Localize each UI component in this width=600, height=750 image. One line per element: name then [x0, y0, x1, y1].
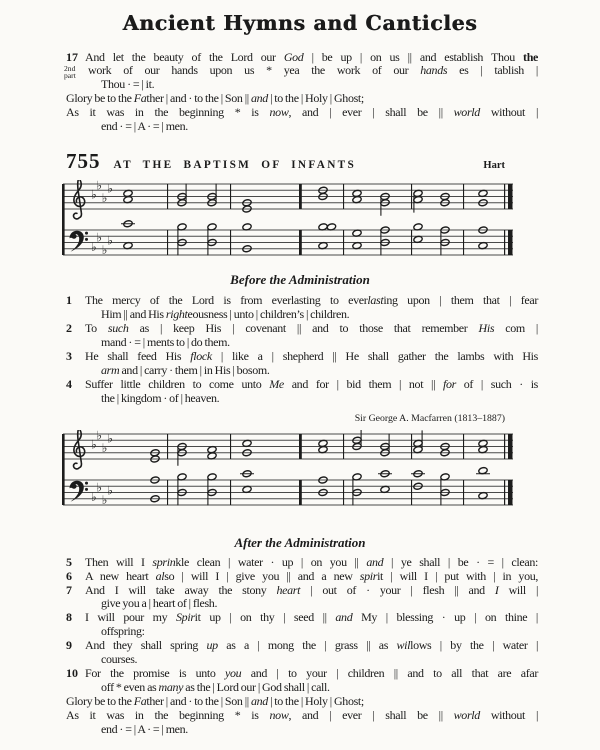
verse-line: 6 A new heart also | will I | give you || and a new spirit | will I | put with | in you, — [66, 568, 539, 583]
final-barline — [508, 230, 513, 255]
system-barline — [62, 434, 65, 505]
flat-sign: ♭ — [96, 230, 103, 245]
treble-clef-icon — [74, 430, 85, 469]
verse-line: 5 Then will I sprinkle clean | water · up | on you || and | ye shall | be · = | clean: — [66, 554, 538, 569]
verse-number: 3 — [66, 348, 72, 363]
flat-sign: ♭ — [107, 430, 113, 445]
verse-line: 2 To such as | keep His | covenant || and to those that remember His com | — [66, 321, 538, 336]
verse-line: Glory be to the Father | and · to the | Son || and | to the | Holy | Ghost; — [66, 91, 364, 106]
margin-note: 2nd part — [64, 63, 76, 80]
verse-line: off * even as many as the | Lord our | God shall | call. — [101, 679, 330, 694]
barline — [230, 184, 231, 209]
barline — [343, 480, 344, 505]
verse-number: 1 — [66, 293, 72, 308]
verse-line: the | kingdom · of | heaven. — [101, 390, 220, 405]
barline — [463, 230, 464, 255]
final-barline — [504, 434, 505, 459]
music-system-2 — [0, 430, 600, 518]
barline — [299, 230, 302, 255]
page-title: Ancient Hymns and Canticles — [122, 11, 478, 35]
flat-sign: ♭ — [107, 483, 113, 498]
system-barline — [62, 184, 65, 255]
bass-clef-dot — [85, 232, 88, 235]
barline — [167, 480, 168, 505]
barline — [463, 480, 464, 505]
barline — [411, 230, 412, 255]
barline — [299, 184, 302, 209]
barline — [343, 230, 344, 255]
flat-sign: ♭ — [91, 187, 97, 202]
flat-sign: ♭ — [96, 480, 103, 495]
barline — [463, 434, 464, 459]
verse-line: 2nd part work of our hands upon us * yea the work of our hands es | tablish | — [64, 63, 538, 80]
verse-line: 9 And they shall spring up as a | mong the | grass || as willows | by the | water | — [66, 638, 538, 653]
flat-sign: ♭ — [96, 180, 103, 193]
flat-sign: ♭ — [91, 489, 97, 504]
barline — [230, 480, 231, 505]
final-barline — [504, 184, 505, 209]
verse-number: 8 — [66, 610, 72, 625]
verse-number: 10 — [66, 666, 78, 680]
verse-number: 4 — [66, 376, 72, 391]
final-barline — [508, 480, 513, 505]
barline — [299, 434, 302, 459]
section-heading-after: After the Administration — [234, 534, 366, 550]
verse-line: 3 He shall feed His flock | like a | shepherd || He shall gather the lambs with His — [66, 348, 538, 363]
bass-clef-dot — [85, 487, 88, 490]
barline — [230, 230, 231, 255]
final-barline — [504, 230, 505, 255]
barline — [167, 184, 168, 209]
flat-sign: ♭ — [107, 233, 113, 248]
flat-sign: ♭ — [91, 239, 97, 254]
verses-after — [66, 556, 538, 737]
barline — [411, 480, 412, 505]
verse-line: 7 And I will take away the stony heart | out of · your | flesh || and I will | — [66, 582, 539, 597]
music-system-1 — [0, 180, 600, 268]
barline — [167, 434, 168, 459]
verse-line: 10 For the promise is unto you and | to your | children || and to all that are afar — [66, 666, 538, 680]
composer-attribution: Sir George A. Macfarren (1813–1887) — [354, 412, 505, 424]
verse-line: As it was in the beginning * is now, and | ever | shall be || world without | — [66, 707, 539, 722]
flat-sign: ♭ — [107, 181, 113, 196]
verse-line: As it was in the beginning * is now, and | ever | shall be || world without | — [66, 105, 539, 120]
verse-number: 6 — [66, 568, 72, 583]
barline — [167, 230, 168, 255]
bass-clef-icon — [71, 234, 76, 239]
verse-number: 9 — [66, 638, 72, 653]
verse-number: 7 — [66, 582, 72, 597]
verse-line: 1 The mercy of the Lord is from everlasting to everlasting upon | them that | fear — [66, 293, 538, 308]
hymn-number: 755 — [66, 149, 101, 173]
barline — [299, 480, 302, 505]
verses-before — [66, 294, 538, 405]
staff-notation — [60, 180, 520, 268]
barline — [411, 184, 412, 209]
bass-clef-dot — [85, 481, 88, 484]
hymn-composer: Hart — [483, 160, 505, 171]
canticle-17 — [66, 51, 538, 134]
hymn-title: AT THE BAPTISM OF INFANTS — [113, 159, 357, 171]
flat-sign: ♭ — [101, 492, 108, 507]
verse-line: mand · = | ments to | do them. — [101, 334, 230, 349]
verse-line: offspring: — [101, 624, 145, 639]
final-barline — [508, 184, 513, 209]
verse-number: 17 — [66, 49, 78, 64]
flat-sign: ♭ — [101, 243, 108, 258]
verse-line: end · = | A · = | men. — [101, 119, 188, 134]
verse-line: Glory be to the Father | and · to the | Son || and | to the | Holy | Ghost; — [66, 693, 364, 708]
hymn-header — [66, 150, 538, 173]
verse-line: Thou · = | it. — [101, 77, 155, 92]
treble-clef-icon — [74, 180, 85, 219]
barline — [343, 184, 344, 209]
verse-number: 2 — [66, 321, 72, 336]
verse-line: give you a | heart of | flesh. — [101, 596, 218, 611]
flat-sign: ♭ — [101, 190, 108, 205]
verse-line: 17 And let the beauty of the Lord our God | be up | on us || and establish Thou the — [66, 49, 538, 64]
barline — [463, 184, 464, 209]
verse-line: courses. — [101, 652, 138, 667]
flat-sign: ♭ — [96, 429, 103, 442]
barline — [411, 434, 412, 459]
verse-line: Him || and His righteousness | unto | children’s | children. — [101, 307, 350, 322]
verse-line: 4 Suffer little children to come unto Me and for | bid them | not || for of | such · is — [66, 376, 538, 391]
verse-line: 8 I will pour my Spirit up | on thy | seed || and My | blessing · up | on thine | — [66, 610, 538, 625]
flat-sign: ♭ — [91, 437, 97, 452]
bass-clef-dot — [85, 238, 88, 241]
verse-line: end · = | A · = | men. — [101, 721, 188, 736]
section-heading-before: Before the Administration — [230, 272, 370, 287]
staff-notation — [60, 430, 520, 518]
final-barline — [504, 480, 505, 505]
verse-line: arm and | carry · them | in His | bosom. — [101, 362, 270, 377]
barline — [343, 434, 344, 459]
bass-clef-icon — [71, 483, 76, 488]
verse-number: 5 — [66, 554, 72, 569]
final-barline — [508, 434, 513, 459]
flat-sign: ♭ — [101, 440, 108, 455]
barline — [230, 434, 231, 459]
